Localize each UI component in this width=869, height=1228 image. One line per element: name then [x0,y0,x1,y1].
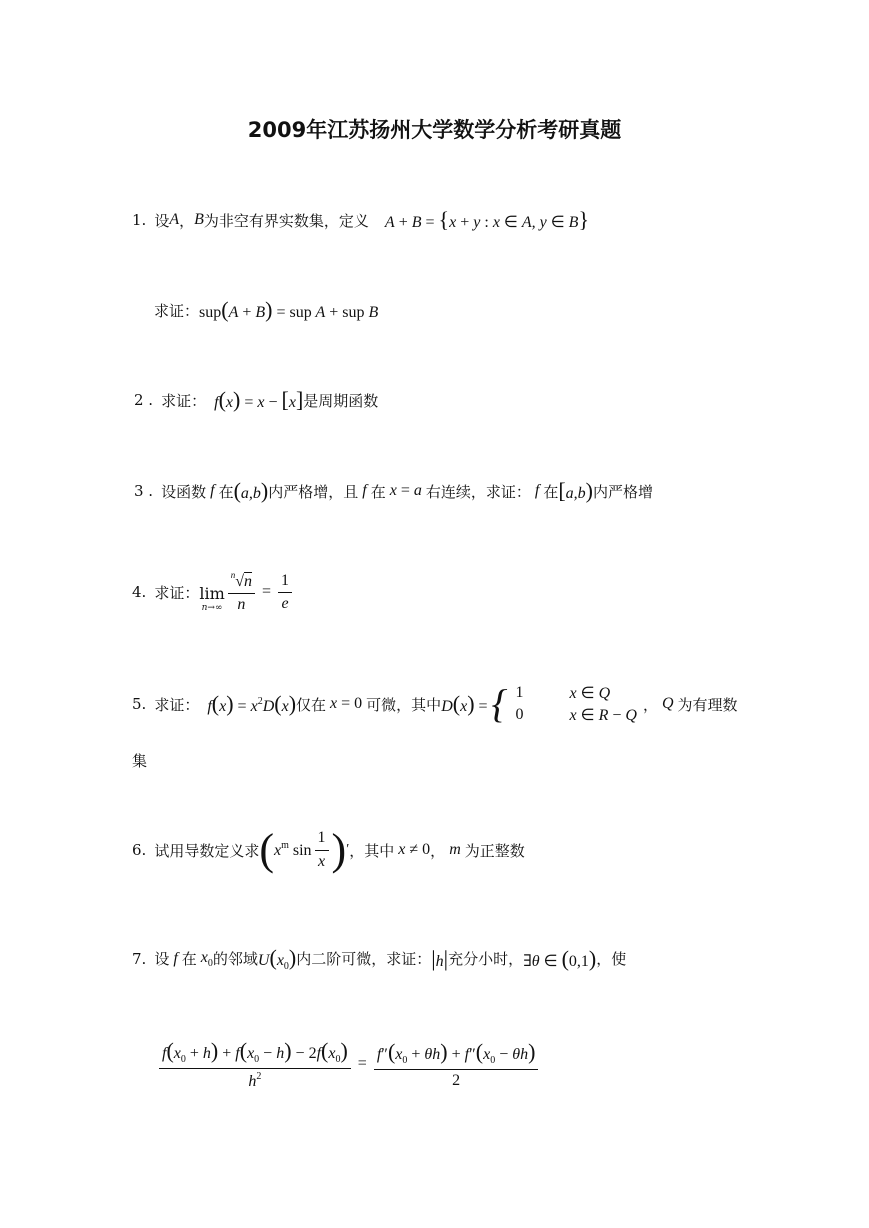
formula-set-sum: A + B = {x + y : x ∈ A, y ∈ B} [384,207,590,232]
dirichlet-cases: { 1 x ∈ Q 0 x ∈ R − Q [491,681,637,726]
question-6: 6. 试用导数定义求 ( $x^m$ sin $\frac{1}{x}$ ) ′ ，其中 x ≠ 0 ， m 为正整数 [132,825,525,874]
question-4: 4. 求证： lim n→∞ $\frac{^n√n}{n}$ = $\frac{1}{e}$ [132,570,295,615]
formula-x2dx: $f(x) = x^2D(x)$ [207,691,297,716]
question-7: 7. 设 f 在 $x_0$ 的邻域 $U(x_0)$ 内二阶可微，求证： |h| 充分小时， ∃θ ∈ (0,1) ，使 [132,945,627,972]
question-1-claim: 求证： sup(A + B) = sup A + sup B [154,297,379,322]
fraction-nth-root: $\frac{^n√n}{n}$ [228,570,255,615]
question-5-wrap: 集 [132,752,148,770]
question-2: 2 . 求证： f(x) = x − [x] 是周期函数 [134,387,379,412]
formula-derivative: ( $x^m$ sin $\frac{1}{x}$ ) ′ [259,825,350,874]
question-5: 5. 求证： $f(x) = x^2D(x)$ 仅在 x = 0 可微，其中 D(x) = { 1 x ∈ Q 0 x ∈ R − Q ， Q 为有理数 [132,681,738,726]
fraction-second-difference: $\frac{f(x_0 + h) + f(x_0 - h) - 2f(x_0)}{h^2}$ [159,1038,351,1091]
formula-sup: sup(A + B) = sup A + sup B [199,297,379,322]
fraction-one-over-e: $\frac{1}{e}$ [278,572,292,614]
question-1: 1. 设 A ， B 为非空有界实数集，定义 A + B = {x + y : x ∈ A, y ∈ B} [132,207,590,232]
formula-floor: f(x) = x − [x] [214,387,304,412]
math-var: A [169,211,180,228]
question-7-equation: $\frac{f(x_0 + h) + f(x_0 - h) - 2f(x_0)}{h^2}$ = $\frac{f''(x_0 + \theta h) + f''(x_0 - \theta h)}{2}$ [156,1038,541,1091]
page-title: 2009年江苏扬州大学数学分析考研真题 [247,118,622,142]
limit-operator: lim n→∞ [199,583,225,613]
question-3: 3 . 设函数 f 在 (a,b) 内严格增，且 f 在 x = a 右连续，求证： f 在 [a,b) 内严格增 [134,478,654,503]
question-number: 1. [132,211,147,229]
fraction-second-derivative: $\frac{f''(x_0 + \theta h) + f''(x_0 - \theta h)}{2}$ [374,1039,539,1090]
